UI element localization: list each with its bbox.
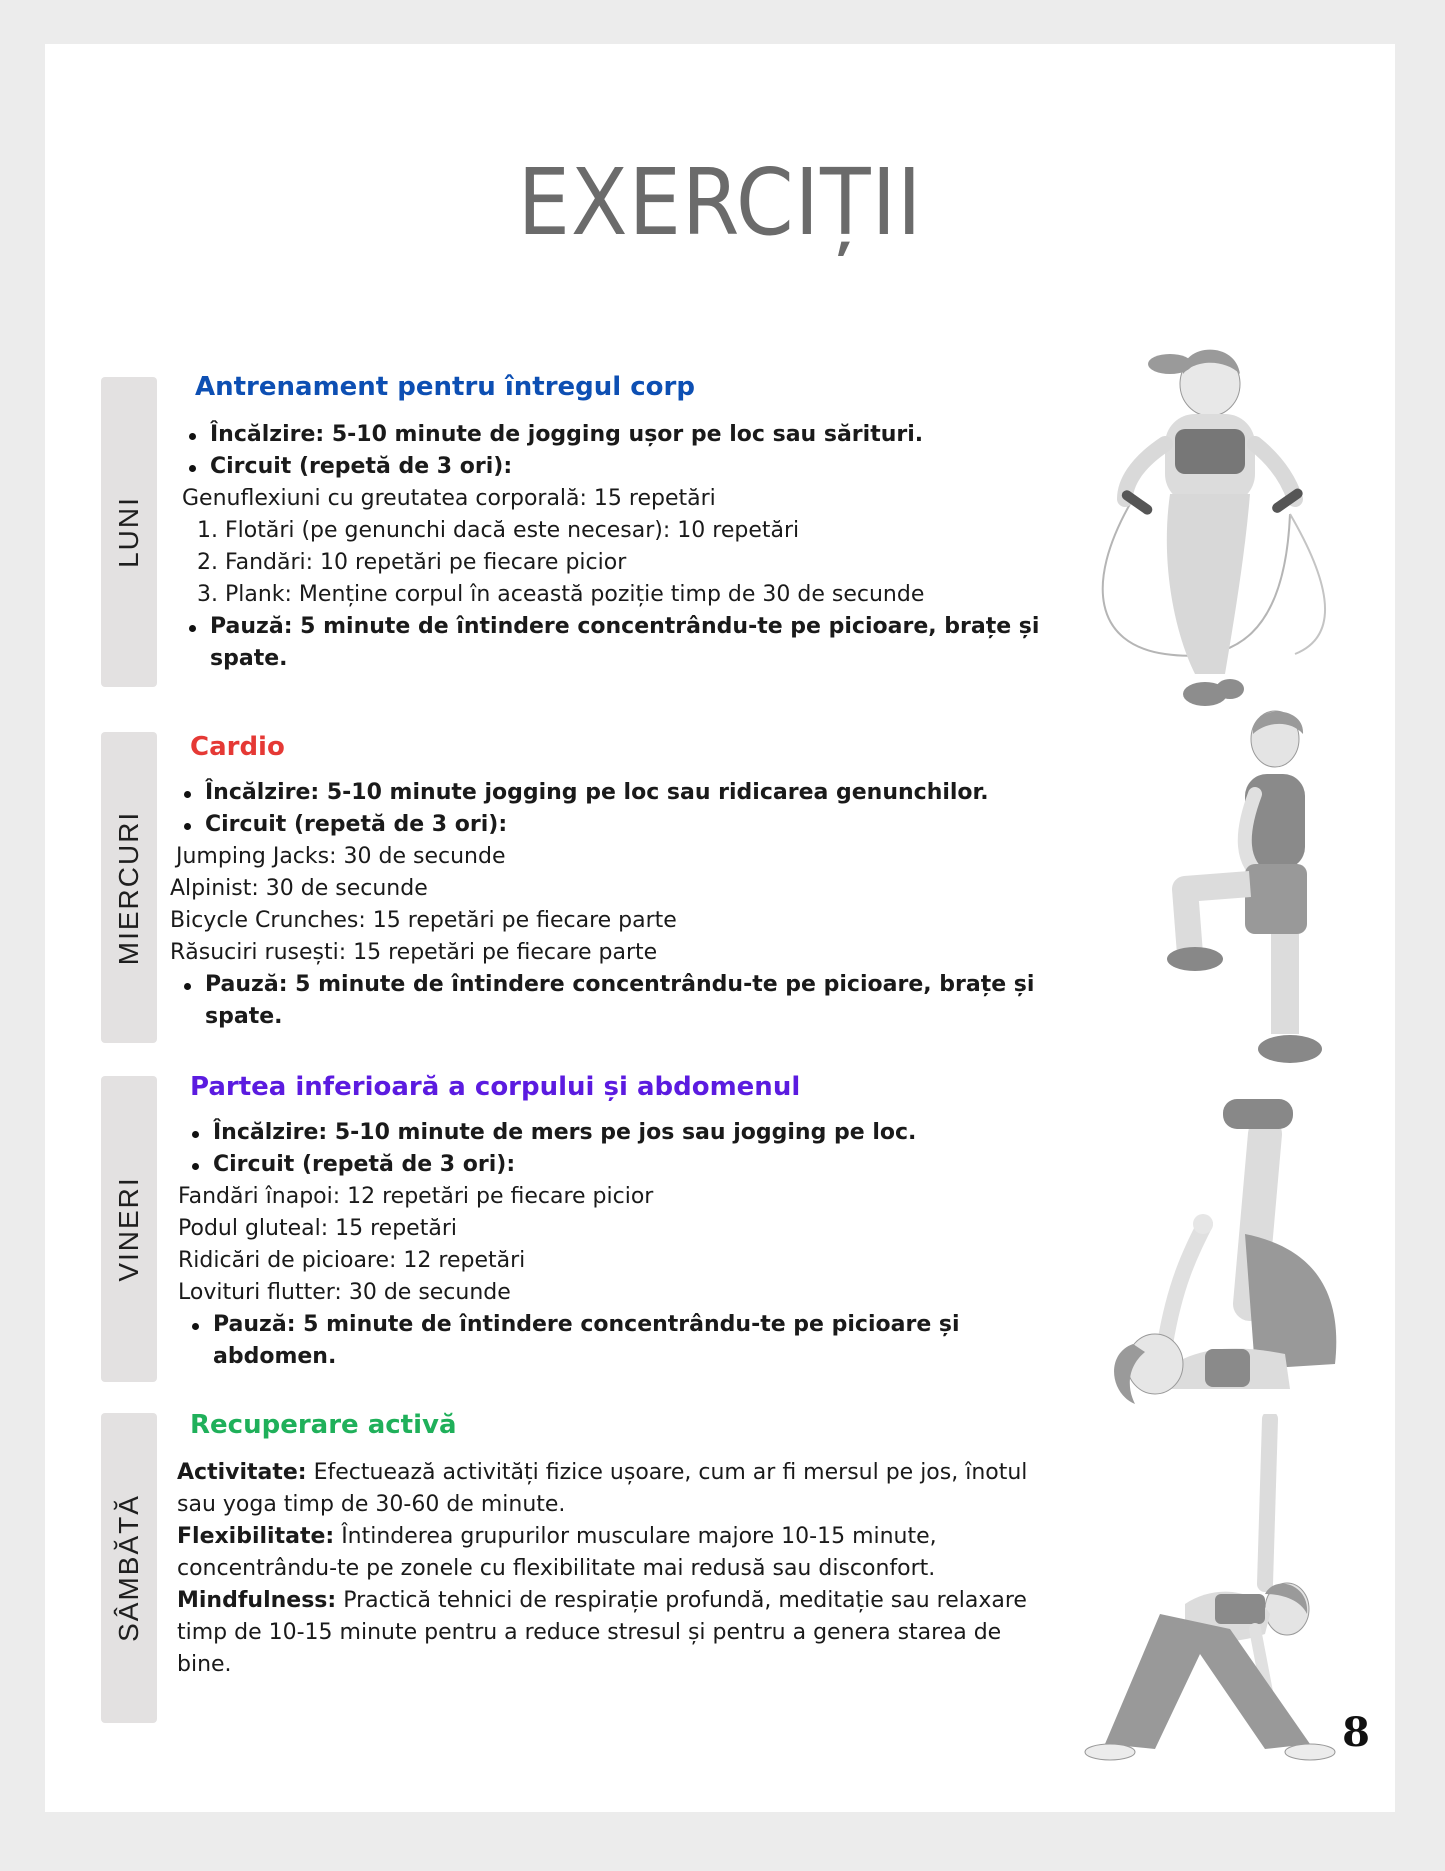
day-label: SÂMBĂTĂ — [113, 1494, 144, 1642]
warmup-text: Încălzire: 5-10 minute de mers pe jos sau jogging pe loc. — [178, 1117, 1078, 1149]
day-label: MIERCURI — [113, 810, 144, 965]
section-heading-sambata: Recuperare activă — [190, 1410, 457, 1440]
high-knees-figure-illustration — [1125, 704, 1355, 1074]
exercise-item: 3. Plank: Menține corpul în această poziție timp de 30 de secunde — [197, 582, 925, 607]
recovery-description: Efectuează activități fizice ușoare, cum ar fi mersul pe jos, înotul sau yoga timp de 30-60 de minute. — [177, 1460, 1028, 1517]
day-tab-miercuri — [101, 732, 157, 1043]
workout-luni — [175, 419, 1095, 675]
pause-text: Pauză: 5 minute de întindere concentrându-te pe picioare, brațe și spate. — [170, 969, 1105, 1033]
circuit-text: Circuit (repetă de 3 ori): — [175, 451, 1095, 483]
workout-vineri — [178, 1117, 1078, 1373]
section-heading-luni: Antrenament pentru întregul corp — [195, 372, 695, 402]
recovery-label: Mindfulness: — [177, 1588, 337, 1613]
exercise-line: Genuflexiuni cu greutatea corporală: 15 repetări — [182, 486, 716, 511]
page-number: 8 — [1342, 1709, 1370, 1756]
recovery-label: Flexibilitate: — [177, 1524, 335, 1549]
warmup-text: Încălzire: 5-10 minute de jogging ușor pe loc sau sărituri. — [175, 419, 1095, 451]
recovery-label: Activitate: — [177, 1460, 307, 1485]
section-heading-vineri: Partea inferioară a corpului și abdomenul — [190, 1072, 801, 1102]
day-tab-vineri — [101, 1076, 157, 1382]
recovery-text — [177, 1457, 1062, 1681]
exercise-line: Podul gluteal: 15 repetări — [178, 1216, 457, 1241]
pause-text: Pauză: 5 minute de întindere concentrându-te pe picioare, brațe și spate. — [175, 611, 1060, 675]
day-tab-sambata — [101, 1413, 157, 1723]
exercise-line: Ridicări de picioare: 12 repetări — [178, 1248, 526, 1273]
exercise-line: Lovituri flutter: 30 de secunde — [178, 1280, 511, 1305]
exercise-item: 2. Fandări: 10 repetări pe fiecare picior — [197, 550, 627, 575]
recovery-item — [177, 1521, 1062, 1585]
day-label: VINERI — [113, 1176, 144, 1282]
recovery-item — [177, 1457, 1062, 1521]
exercise-line: Bicycle Crunches: 15 repetări pe fiecare parte — [170, 908, 677, 933]
circuit-text: Circuit (repetă de 3 ori): — [178, 1149, 1078, 1181]
workout-miercuri — [170, 777, 1110, 1033]
jump-rope-figure-illustration — [1065, 334, 1375, 714]
recovery-description: Întinderea grupurilor musculare majore 10-15 minute, concentrându-te pe zonele cu flexibilitate mai redusă sau disconfort. — [177, 1524, 937, 1581]
leg-raise-figure-illustration — [1055, 1094, 1355, 1424]
yoga-triangle-figure-illustration — [1065, 1414, 1355, 1774]
day-tab-luni — [101, 377, 157, 687]
exercise-item: 1. Flotări (pe genunchi dacă este necesar): 10 repetări — [197, 518, 800, 543]
recovery-description: Practică tehnici de respirație profundă, meditație sau relaxare timp de 10-15 minute pentru a reduce stresul și pentru a genera starea de bine. — [177, 1588, 1027, 1677]
recovery-item — [177, 1585, 1062, 1681]
page-title: EXERCIȚII — [517, 149, 923, 256]
exercise-line: Răsuciri rusești: 15 repetări pe fiecare parte — [170, 940, 658, 965]
warmup-text: Încălzire: 5-10 minute jogging pe loc sau ridicarea genunchilor. — [170, 777, 1110, 809]
page — [45, 44, 1395, 1812]
pause-text: Pauză: 5 minute de întindere concentrându-te pe picioare și abdomen. — [178, 1309, 1033, 1373]
exercise-line: Fandări înapoi: 12 repetări pe fiecare picior — [178, 1184, 654, 1209]
exercise-line: Jumping Jacks: 30 de secunde — [176, 844, 506, 869]
section-heading-miercuri: Cardio — [190, 732, 285, 762]
day-label: LUNI — [113, 496, 144, 568]
circuit-text: Circuit (repetă de 3 ori): — [170, 809, 1110, 841]
exercise-line: Alpinist: 30 de secunde — [170, 876, 428, 901]
